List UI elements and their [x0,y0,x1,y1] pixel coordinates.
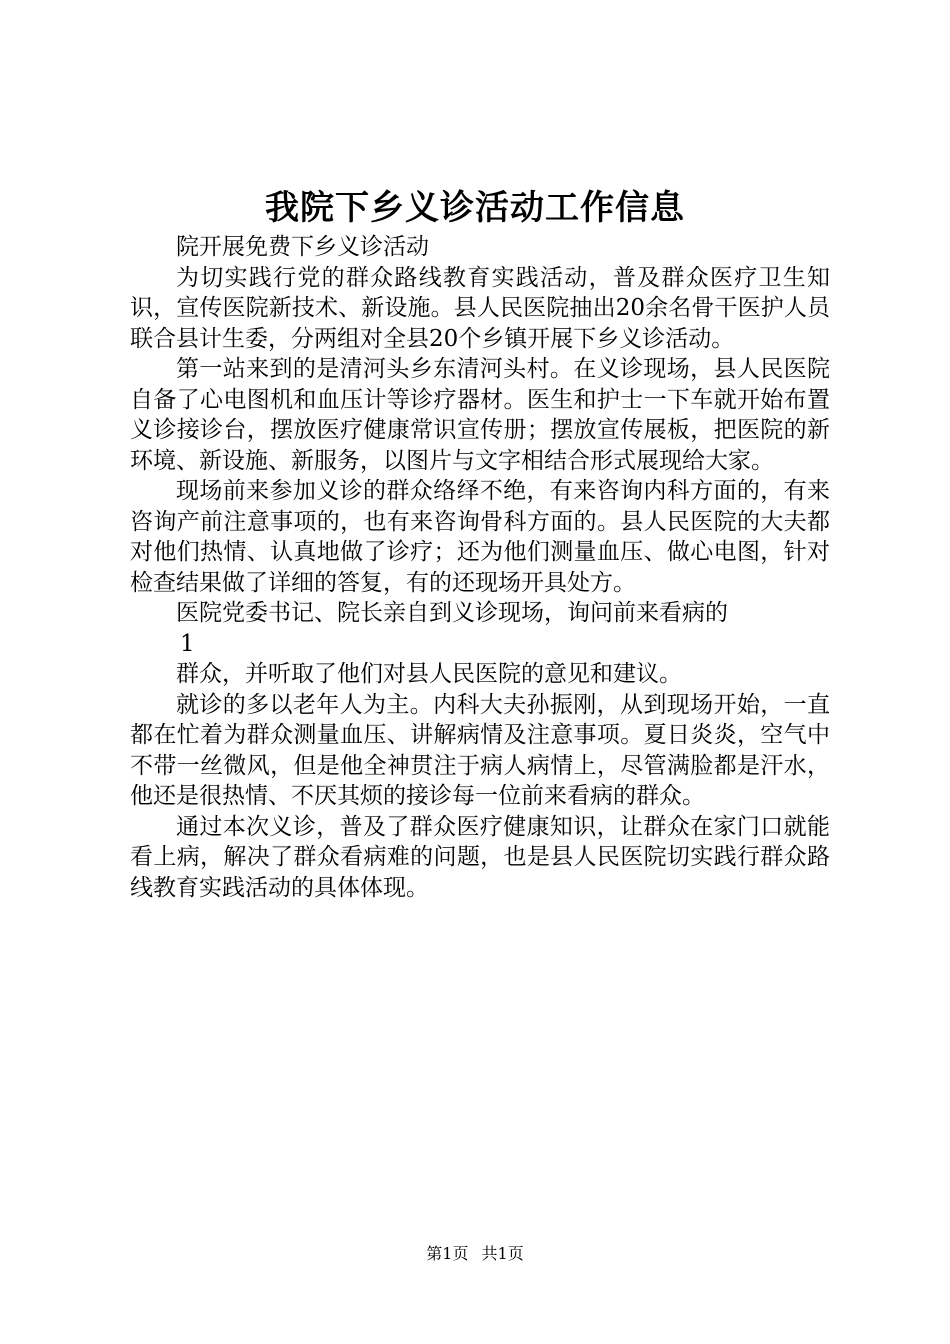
paragraph-crowd: 现场前来参加义诊的群众络绎不绝，有来咨询内科方面的，有来咨询产前注意事项的，也有来咨询骨科方面的。县人民医院的大夫都对他们热情、认真地做了诊疗；还为他们测量血压、做心电图，针对检查结果做了详细的答复，有的还现场开具处方。 [130,478,830,596]
paragraph-conclusion: 通过本次义诊，普及了群众医疗健康知识，让群众在家门口就能看上病，解决了群众看病难的问题，也是县人民医院切实践行群众路线教育实践活动的具体体现。 [130,813,830,901]
page-footer [0,1244,950,1264]
paragraph-intro: 为切实践行党的群众路线教育实践活动，普及群众医疗卫生知识，宣传医院新技术、新设施。县人民医院抽出20余名骨干医护人员联合县计生委，分两组对全县20个乡镇开展下乡义诊活动。 [130,264,830,352]
page-number-marker: 1 [180,630,195,657]
paragraph-first-stop: 第一站来到的是清河头乡东清河头村。在义诊现场，县人民医院自备了心电图机和血压计等诊疗器材。医生和护士一下车就开始布置义诊接诊台，摆放医疗健康常识宣传册；摆放宣传展板，把医院的新环境、新设施、新服务，以图片与文字相结合形式展现给大家。 [130,356,830,474]
footer-total-label: 共1页 [481,1244,524,1263]
document-title: 我院下乡义诊活动工作信息 [265,188,685,228]
paragraph-doctor: 就诊的多以老年人为主。内科大夫孙振刚，从到现场开始，一直都在忙着为群众测量血压、讲解病情及注意事项。夏日炎炎，空气中不带一丝微风，但是他全神贯注于病人病情上，尽管满脸都是汗水，他还是很热情、不厌其烦的接诊每一位前来看病的群众。 [130,691,830,809]
document-body [130,232,830,903]
paragraph-leaders: 医院党委书记、院长亲自到义诊现场，询问前来看病的 [176,600,728,626]
paragraph-leaders-cont: 群众，并听取了他们对县人民医院的意见和建议。 [176,661,682,687]
footer-page-label: 第1页 [426,1244,469,1263]
paragraph-subtitle: 院开展免费下乡义诊活动 [176,234,429,260]
